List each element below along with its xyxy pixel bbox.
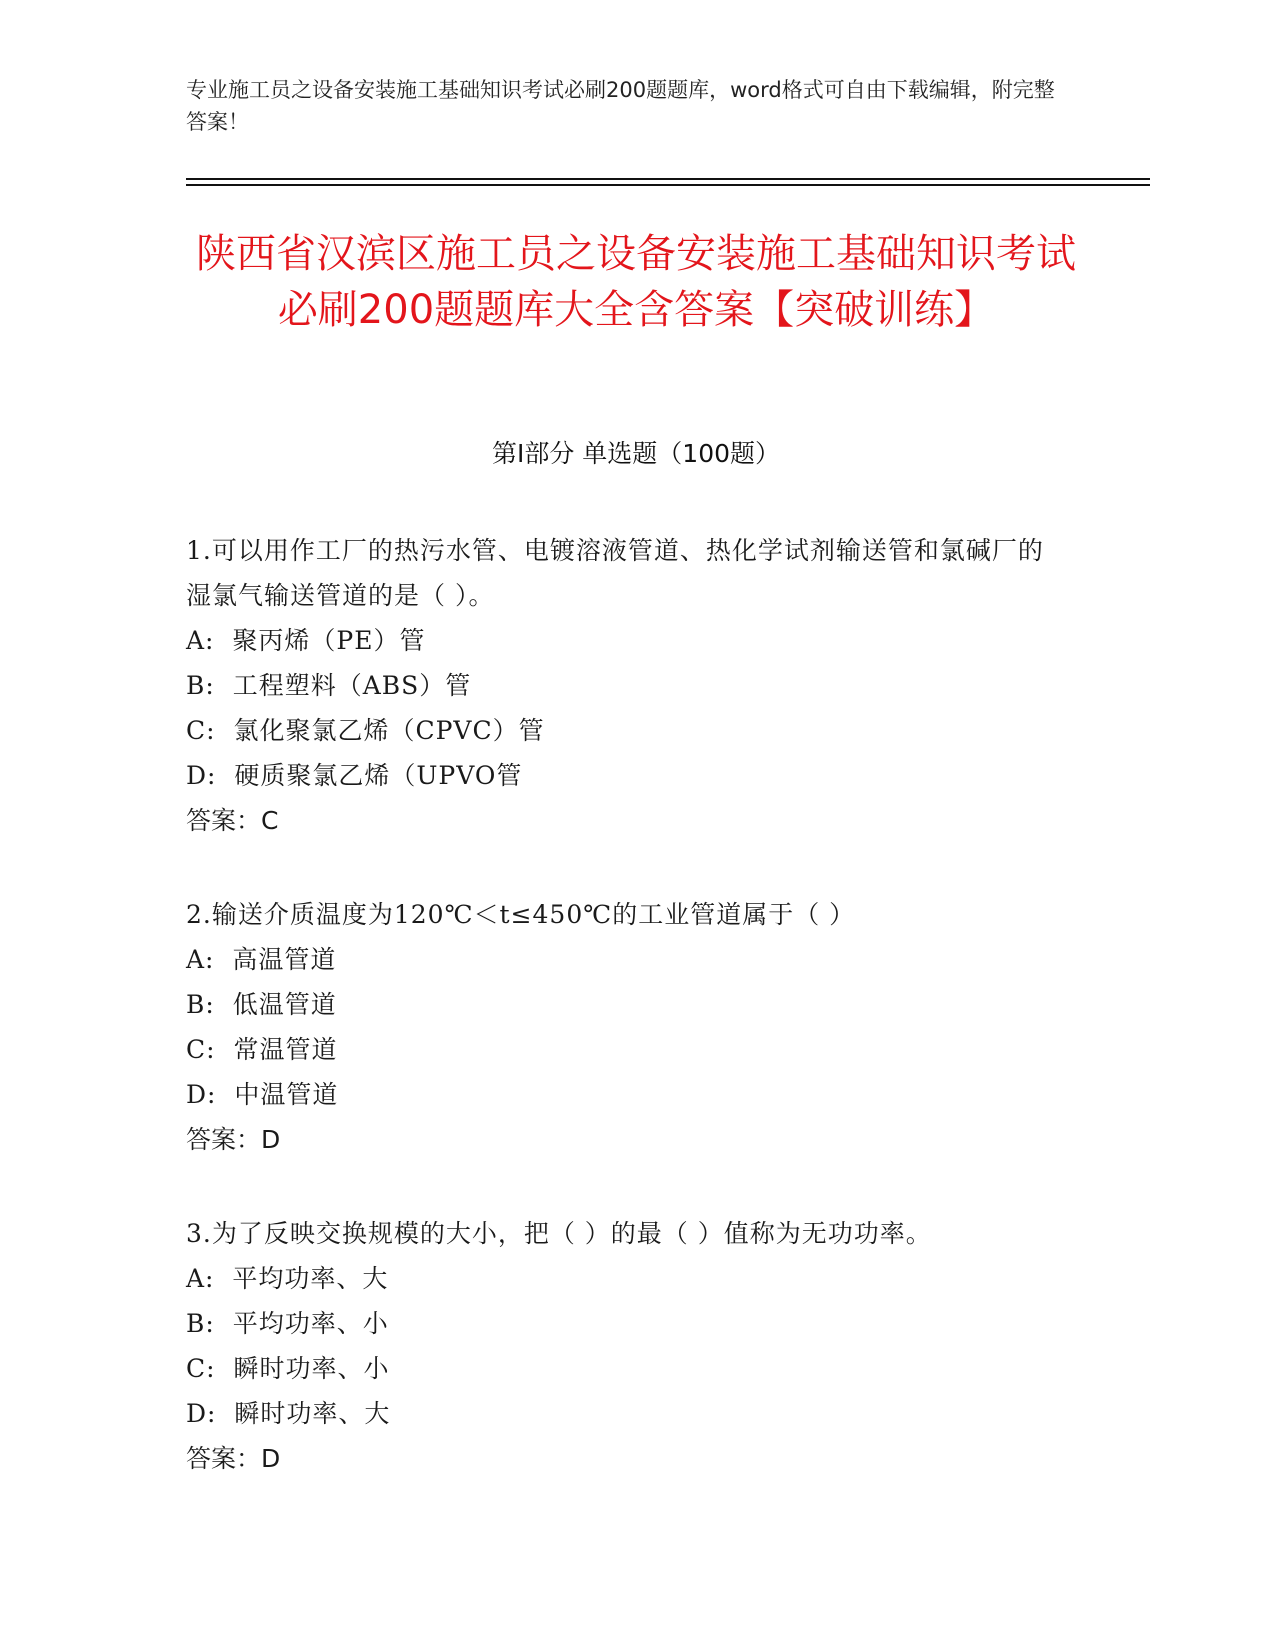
header-rule-top — [186, 178, 1150, 180]
page-header: 专业施工员之设备安装施工基础知识考试必刷200题题库，word格式可自由下载编辑，附完整答案！ — [186, 78, 1055, 134]
option-c: C: 常温管道 — [186, 1035, 338, 1064]
question-stem: 1.可以用作工厂的热污水管、电镀溶液管道、热化学试剂输送管和氯碱厂的湿氯气输送管道的是（ ）。 — [186, 536, 1044, 610]
option-c: C: 氯化聚氯乙烯（CPVC）管 — [186, 716, 545, 745]
option-c: C: 瞬时功率、小 — [186, 1354, 390, 1383]
option-b: B: 平均功率、小 — [186, 1309, 389, 1338]
section-title: 第Ⅰ部分 单选题（100题） — [491, 439, 781, 468]
question-list — [186, 528, 1066, 1530]
question-1 — [186, 528, 1066, 844]
option-d: D: 中温管道 — [186, 1080, 339, 1109]
question-stem: 2.输送介质温度为120℃＜t≤450℃的工业管道属于（ ） — [186, 900, 856, 929]
option-b: B: 低温管道 — [186, 990, 337, 1019]
option-a: A: 高温管道 — [186, 945, 337, 974]
option-d: D: 硬质聚氯乙烯（UPVO管 — [186, 761, 523, 790]
option-b: B: 工程塑料（ABS）管 — [186, 671, 472, 700]
document-title: 陕西省汉滨区施工员之设备安装施工基础知识考试必刷200题题库大全含答案【突破训练】 — [196, 231, 1076, 333]
option-d: D: 瞬时功率、大 — [186, 1399, 391, 1428]
option-a: A: 聚丙烯（PE）管 — [186, 626, 426, 655]
option-a: A: 平均功率、大 — [186, 1264, 389, 1293]
question-3 — [186, 1211, 1066, 1482]
question-stem: 3.为了反映交换规模的大小，把（ ）的最（ ）值称为无功功率。 — [186, 1219, 932, 1248]
question-2 — [186, 892, 1066, 1163]
answer: 答案：D — [186, 1444, 281, 1473]
answer: 答案：C — [186, 806, 279, 835]
header-rule-bottom — [186, 184, 1150, 186]
answer: 答案：D — [186, 1125, 281, 1154]
